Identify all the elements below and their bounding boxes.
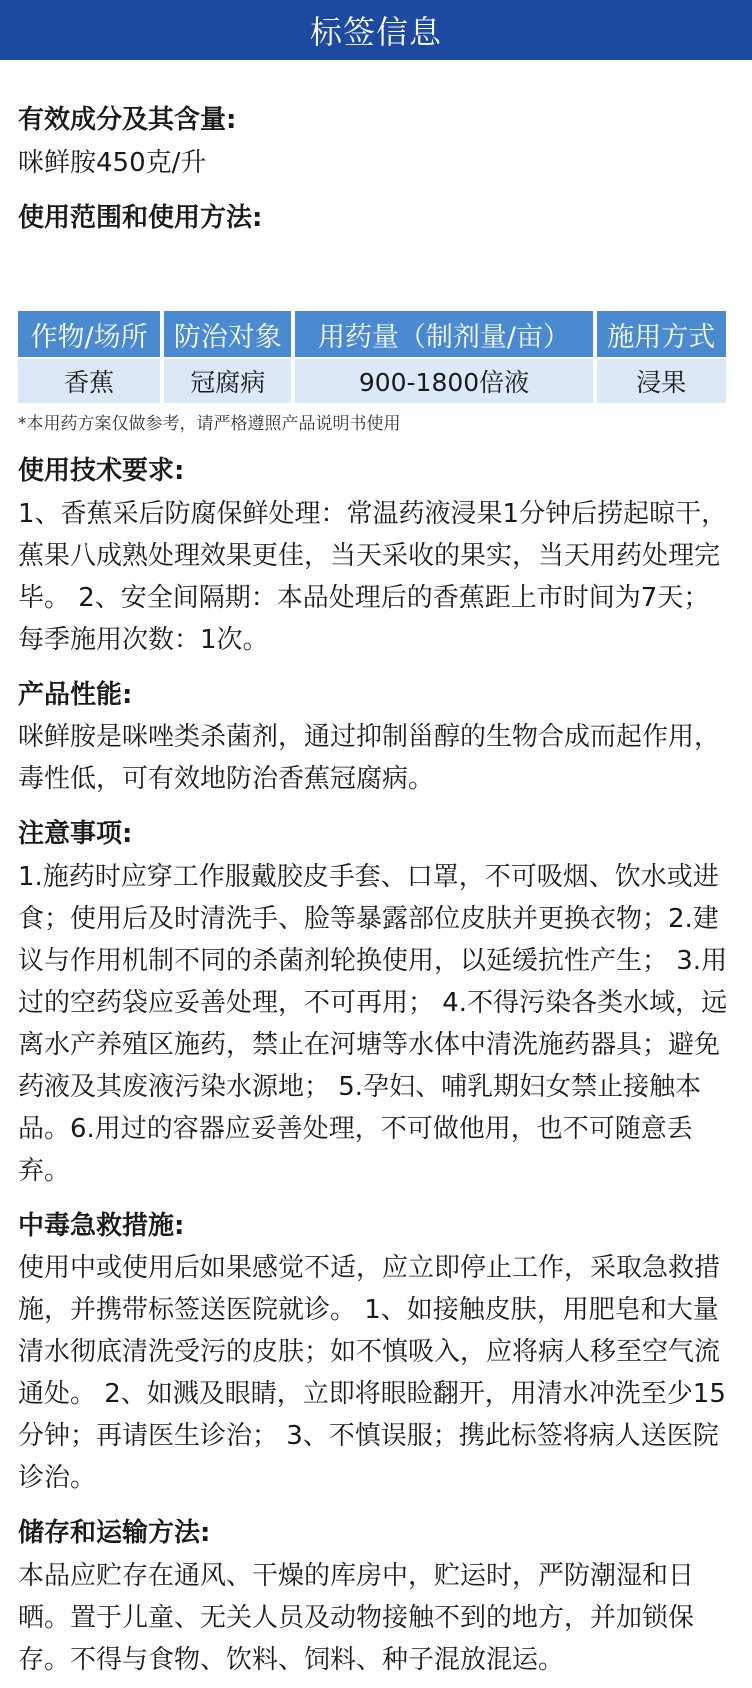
first-aid-section	[18, 1206, 734, 1500]
table-cell-target: 冠腐病	[164, 359, 291, 403]
table-cell-method: 浸果	[597, 359, 726, 403]
precautions-title: 注意事项:	[18, 819, 133, 850]
dose-table-header-row	[18, 311, 726, 357]
technique-text: 1、香蕉采后防腐保鲜处理：常温药液浸果1分钟后捞起晾干，蕉果八成熟处理效果更佳，当天采收的果实，当天用药处理完毕。 2、安全间隔期：本品处理后的香蕉距上市时间为7天；每季施用次数：1次。	[18, 498, 728, 655]
performance-title: 产品性能:	[18, 679, 133, 710]
performance-section	[18, 675, 734, 801]
precautions-text: 1.施药时应穿工作服戴胶皮手套、口罩，不可吸烟、饮水或进食；使用后及时清洗手、脸等暴露部位皮肤并更换衣物；2.建议与作用机制不同的杀菌剂轮换使用，以延缓抗性产生； 3.用过的空药袋应妥善处理，不可再用； 4.不得污染各类水域，远离水产养殖区施药，禁止在河塘等水体中清洗施药器具；避免药液及其废液污染水源地； 5.孕妇、哺乳期妇女禁止接触本品。6.用过的容器应妥善处理，不可做他用，也不可随意丢弃。	[18, 861, 728, 1186]
storage-title: 储存和运输方法:	[18, 1518, 211, 1549]
first-aid-title: 中毒急救措施:	[18, 1210, 185, 1241]
ingredient-title: 有效成分及其含量:	[18, 105, 237, 135]
page-title: 标签信息	[309, 13, 442, 51]
storage-text: 本品应贮存在通风、干燥的库房中，贮运时，严防潮湿和日晒。置于儿童、无关人员及动物接触不到的地方，并加锁保存。不得与食物、饮料、饲料、种子混放混运。	[18, 1560, 695, 1675]
technique-title: 使用技术要求:	[18, 455, 185, 486]
dose-table-header: 用药量（制剂量/亩）	[295, 311, 592, 357]
dose-table-header: 施用方式	[597, 311, 726, 357]
dose-table-header: 作物/场所	[18, 311, 160, 357]
technique-section	[18, 451, 734, 661]
first-aid-text: 使用中或使用后如果感觉不适，应立即停止工作，采取急救措施，并携带标签送医院就诊。 1、如接触皮肤，用肥皂和大量清水彻底清洗受污的皮肤；如不慎吸入，应将病人移至空气流通处。 2、如溅及眼睛，立即将眼睑翻开，用清水冲洗至少15分钟；再请医生诊治； 3、不慎误服；携此标签将病人送医院诊治。	[18, 1253, 726, 1494]
storage-section	[18, 1513, 734, 1681]
dose-table-header: 防治对象	[164, 311, 291, 357]
ingredient-section	[18, 60, 734, 184]
usage-section	[18, 198, 734, 240]
table-row	[18, 359, 726, 403]
precautions-section	[18, 814, 734, 1192]
dose-note: *本用药方案仅做参考，请严格遵照产品说明书使用	[18, 414, 401, 435]
ingredient-text: 咪鲜胺450克/升	[18, 147, 207, 178]
label-content	[0, 60, 752, 1681]
performance-text: 咪鲜胺是咪唑类杀菌剂，通过抑制甾醇的生物合成而起作用，毒性低，可有效地防治香蕉冠腐病。	[18, 722, 721, 795]
page-header	[0, 0, 752, 60]
table-cell-dosage: 900-1800倍液	[295, 359, 592, 403]
dose-table	[14, 309, 730, 405]
usage-title: 使用范围和使用方法:	[18, 202, 263, 233]
table-cell-crop: 香蕉	[18, 359, 160, 403]
